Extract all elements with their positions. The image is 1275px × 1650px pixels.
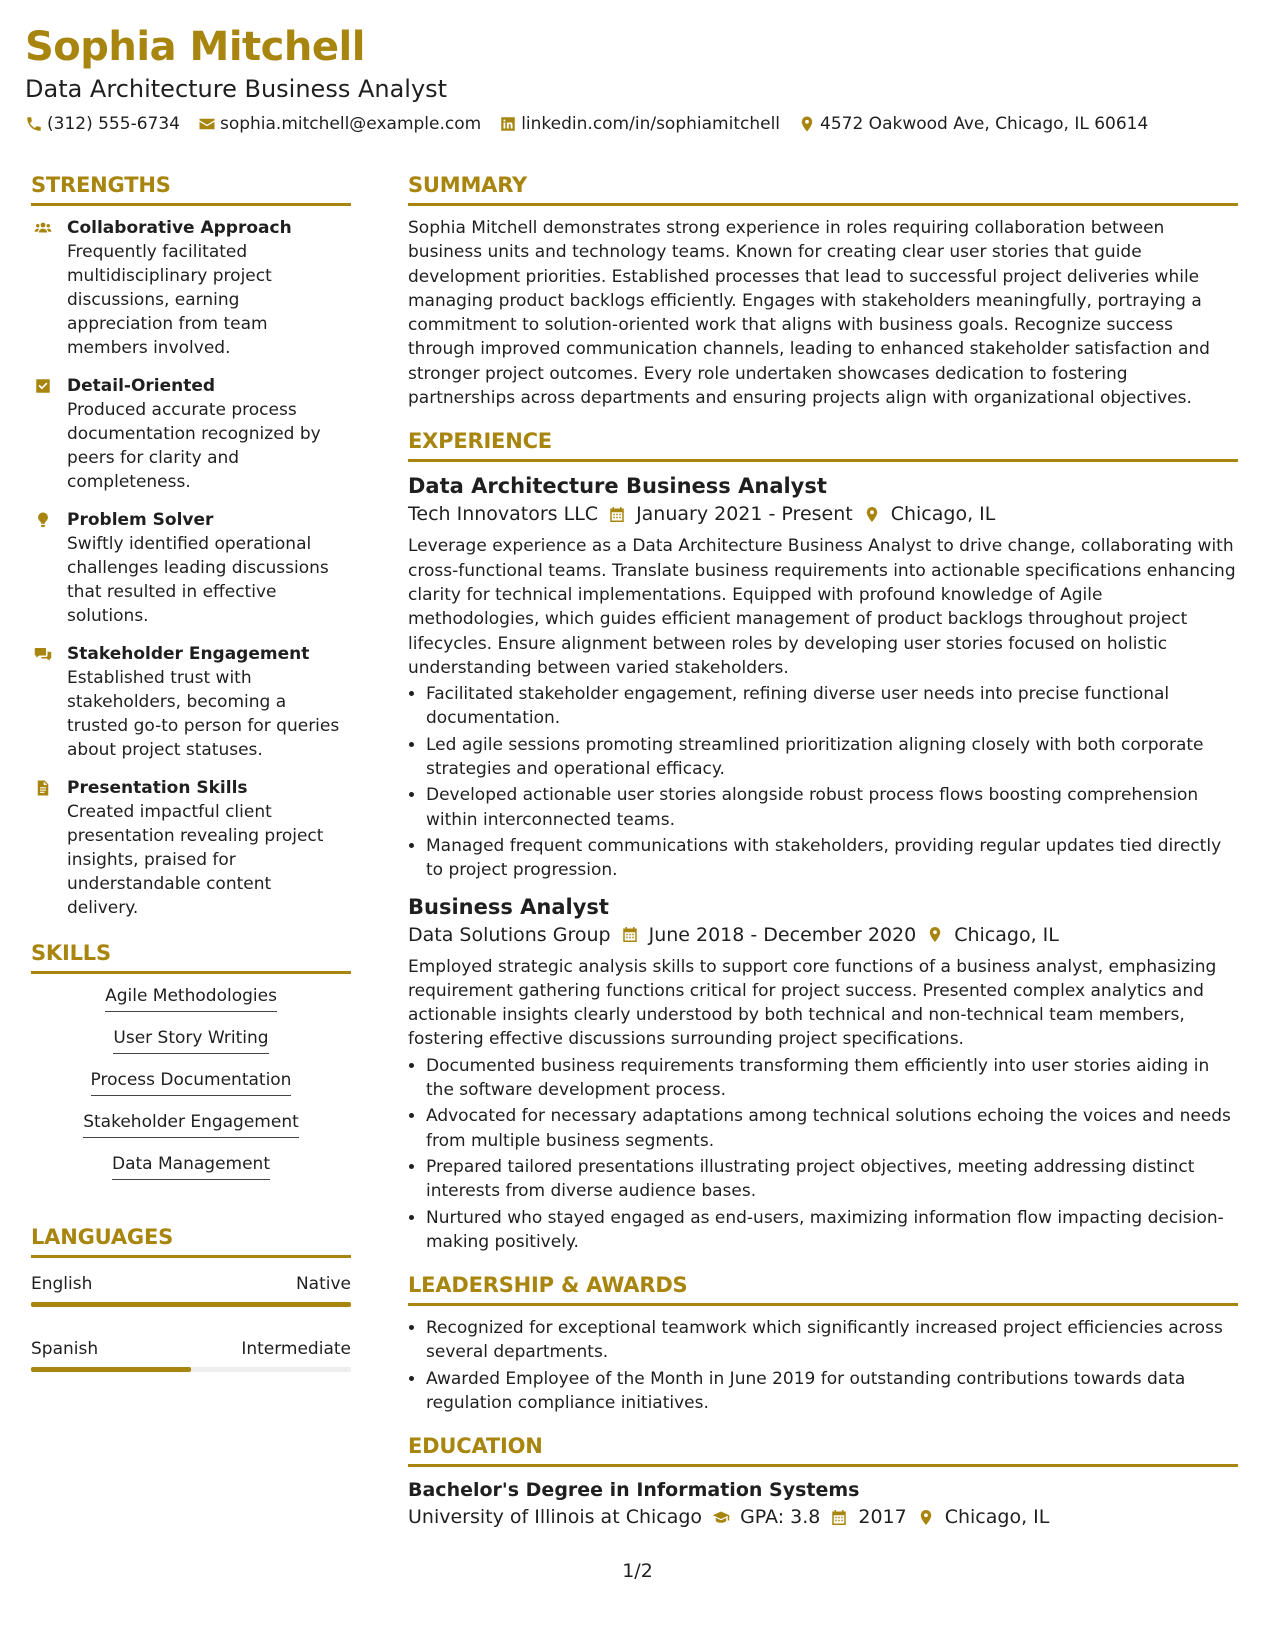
job-bullet: • Developed actionable user stories alongside robust process flows boosting comprehension within interconnected teams. xyxy=(426,783,1238,832)
job-bullets xyxy=(408,1054,1238,1254)
job-bullet: • Prepared tailored presentations illustrating project objectives, meeting addressing distinct interests from diverse audience bases. xyxy=(426,1155,1238,1204)
job-bullets xyxy=(408,682,1238,882)
job-title: Data Architecture Business Analyst xyxy=(408,474,827,499)
strength-text: Created impactful client presentation revealing project insights, praised for understandable content delivery. xyxy=(67,802,324,918)
awards-section xyxy=(408,1272,1238,1415)
phone-icon xyxy=(25,115,43,133)
contact-linkedin[interactable] xyxy=(499,112,780,136)
job-bullet: • Nurtured who stayed engaged as end-users, maximizing information flow impacting decision-making positively. xyxy=(426,1206,1238,1255)
email-icon xyxy=(198,115,216,133)
job-bullet: • Advocated for necessary adaptations among technical solutions echoing the voices and needs from multiple business segments. xyxy=(426,1104,1238,1153)
calendar-icon xyxy=(830,1508,848,1526)
strength-item xyxy=(31,216,351,360)
job-title: Business Analyst xyxy=(408,894,609,919)
experience-heading: EXPERIENCE xyxy=(408,428,1238,462)
job-company: Tech Innovators LLC xyxy=(408,503,599,526)
skill-label: Data Management xyxy=(112,1152,270,1180)
job-bullet: • Managed frequent communications with stakeholders, providing regular updates tied directly to project progression. xyxy=(426,834,1238,883)
location-icon xyxy=(798,115,816,133)
job-meta xyxy=(408,500,1238,528)
page-number: 1/2 xyxy=(622,1560,653,1582)
address-text: 4572 Oakwood Ave, Chicago, IL 60614 xyxy=(820,114,1149,134)
skill-label: User Story Writing xyxy=(113,1026,268,1054)
skill-item xyxy=(31,984,351,1012)
summary-section xyxy=(408,172,1238,410)
language-level: Native xyxy=(295,1274,351,1294)
strength-text: Established trust with stakeholders, becoming a trusted go-to person for queries about project statuses. xyxy=(67,668,340,760)
users-icon xyxy=(31,219,55,237)
calendar-icon xyxy=(621,926,639,944)
job-bullet: • Documented business requirements transforming them efficiently into user stories aiding in the software development process. xyxy=(426,1054,1238,1103)
skill-label: Agile Methodologies xyxy=(105,984,277,1012)
job-entry xyxy=(408,893,1238,1255)
strength-title: Detail-Oriented xyxy=(67,376,216,396)
strength-item xyxy=(31,642,351,762)
languages-heading: LANGUAGES xyxy=(31,1224,351,1258)
language-name: English xyxy=(31,1274,93,1294)
strength-title: Problem Solver xyxy=(67,510,214,530)
graduation-cap-icon xyxy=(712,1508,730,1526)
strength-item xyxy=(31,508,351,628)
gpa-text: GPA: 3.8 xyxy=(740,1506,821,1529)
email-text: sophia.mitchell@example.com xyxy=(219,114,482,134)
calendar-icon xyxy=(608,505,626,523)
chat-icon xyxy=(31,645,55,663)
job-location: Chicago, IL xyxy=(954,923,1059,946)
job-dates: June 2018 - December 2020 xyxy=(648,923,917,946)
skills-section xyxy=(31,940,351,1180)
job-bullet: • Led agile sessions promoting streamlined prioritization aligning closely with both corporate strategies and operational efficacy. xyxy=(426,733,1238,782)
resume-header xyxy=(25,22,1255,136)
checkbox-icon xyxy=(31,377,55,395)
candidate-name: Sophia Mitchell xyxy=(25,24,365,70)
education-heading: EDUCATION xyxy=(408,1433,1238,1467)
skill-item xyxy=(31,1068,351,1096)
language-bar xyxy=(31,1367,351,1372)
skill-item xyxy=(31,1152,351,1180)
job-entry xyxy=(408,472,1238,882)
linkedin-icon xyxy=(499,115,517,133)
skills-heading: SKILLS xyxy=(31,940,351,974)
location-icon xyxy=(917,1508,935,1526)
graduation-year: 2017 xyxy=(858,1506,907,1529)
skill-label: Process Documentation xyxy=(91,1068,292,1096)
degree-title: Bachelor's Degree in Information Systems xyxy=(408,1479,860,1502)
skill-label: Stakeholder Engagement xyxy=(83,1110,299,1138)
job-bullet: • Facilitated stakeholder engagement, refining diverse user needs into precise functional documentation. xyxy=(426,682,1238,731)
strengths-section xyxy=(31,172,351,920)
left-column xyxy=(31,172,351,1402)
document-icon xyxy=(31,779,55,797)
contact-address xyxy=(798,112,1148,136)
contact-phone[interactable] xyxy=(25,112,180,136)
strength-text: Frequently facilitated multidisciplinary project discussions, earning appreciation from team members involved. xyxy=(67,242,272,358)
strengths-heading: STRENGTHS xyxy=(31,172,351,206)
experience-section xyxy=(408,428,1238,1254)
language-item xyxy=(31,1337,351,1372)
linkedin-text: linkedin.com/in/sophiamitchell xyxy=(521,114,781,134)
education-section xyxy=(408,1433,1238,1531)
location-icon xyxy=(926,926,944,944)
education-meta xyxy=(408,1503,1238,1531)
award-item: • Recognized for exceptional teamwork which significantly increased project efficiencies across several departments. xyxy=(426,1316,1238,1365)
phone-text: (312) 555-6734 xyxy=(47,114,180,134)
contact-email[interactable] xyxy=(198,112,481,136)
job-description: Leverage experience as a Data Architecture Business Analyst to drive change, collaborating with cross-functional teams. Translate business requirements into actionable specifications enhancing clarity for technical implementations. Equipped with profound knowledge of Agile methodologies, which guides efficient management of product backlogs throughout project lifecycles. Ensure alignment between roles by developing user stories focused on holistic understanding between varied stakeholders. xyxy=(408,536,1236,678)
language-name: Spanish xyxy=(31,1339,99,1359)
strength-item xyxy=(31,776,351,920)
award-item: • Awarded Employee of the Month in June 2019 for outstanding contributions towards data regulation compliance initiatives. xyxy=(426,1367,1238,1416)
summary-text: Sophia Mitchell demonstrates strong experience in roles requiring collaboration between business units and technology teams. Known for creating clear user stories that guide development priorities. Established processes that lead to successful project deliveries while managing product backlogs efficiently. Engages with stakeholders meaningfully, portraying a commitment to solution-oriented work that aligns with business goals. Recognize success through improved communication channels, leading to enhanced stakeholder satisfaction and stronger project outcomes. Every role undertaken showcases dedication to fostering partnerships across departments and ensuring projects align with organizational objectives. xyxy=(408,218,1210,409)
strength-item xyxy=(31,374,351,494)
language-bar xyxy=(31,1302,351,1307)
candidate-title: Data Architecture Business Analyst xyxy=(25,75,448,103)
contact-bar xyxy=(25,112,1255,136)
job-meta xyxy=(408,921,1238,949)
job-company: Data Solutions Group xyxy=(408,923,611,946)
summary-heading: SUMMARY xyxy=(408,172,1238,206)
languages-section xyxy=(31,1224,351,1372)
language-level: Intermediate xyxy=(241,1339,351,1359)
strength-title: Presentation Skills xyxy=(67,778,248,798)
awards-list xyxy=(408,1316,1238,1415)
strength-text: Produced accurate process documentation recognized by peers for clarity and completeness. xyxy=(67,400,321,492)
strength-title: Stakeholder Engagement xyxy=(67,644,310,664)
right-column xyxy=(408,172,1238,1549)
location-icon xyxy=(863,505,881,523)
strength-title: Collaborative Approach xyxy=(67,218,292,238)
lightbulb-icon xyxy=(31,511,55,529)
job-location: Chicago, IL xyxy=(890,503,996,526)
school-name: University of Illinois at Chicago xyxy=(408,1506,703,1529)
awards-heading: LEADERSHIP & AWARDS xyxy=(408,1272,1238,1306)
job-dates: January 2021 - Present xyxy=(636,503,853,526)
language-bar-fill xyxy=(31,1302,351,1307)
strength-text: Swiftly identified operational challenges leading discussions that resulted in effective solutions. xyxy=(67,534,329,626)
job-description: Employed strategic analysis skills to support core functions of a business analyst, emphasizing requirement gathering functions critical for project success. Presented complex analytics and actionable insights clearly understood by both technical and non-technical team members, fostering effective discussions surrounding project specifications. xyxy=(408,956,1217,1050)
language-bar-fill xyxy=(31,1367,191,1372)
education-location: Chicago, IL xyxy=(944,1506,1050,1529)
skill-item xyxy=(31,1026,351,1054)
language-item xyxy=(31,1272,351,1307)
skill-item xyxy=(31,1110,351,1138)
